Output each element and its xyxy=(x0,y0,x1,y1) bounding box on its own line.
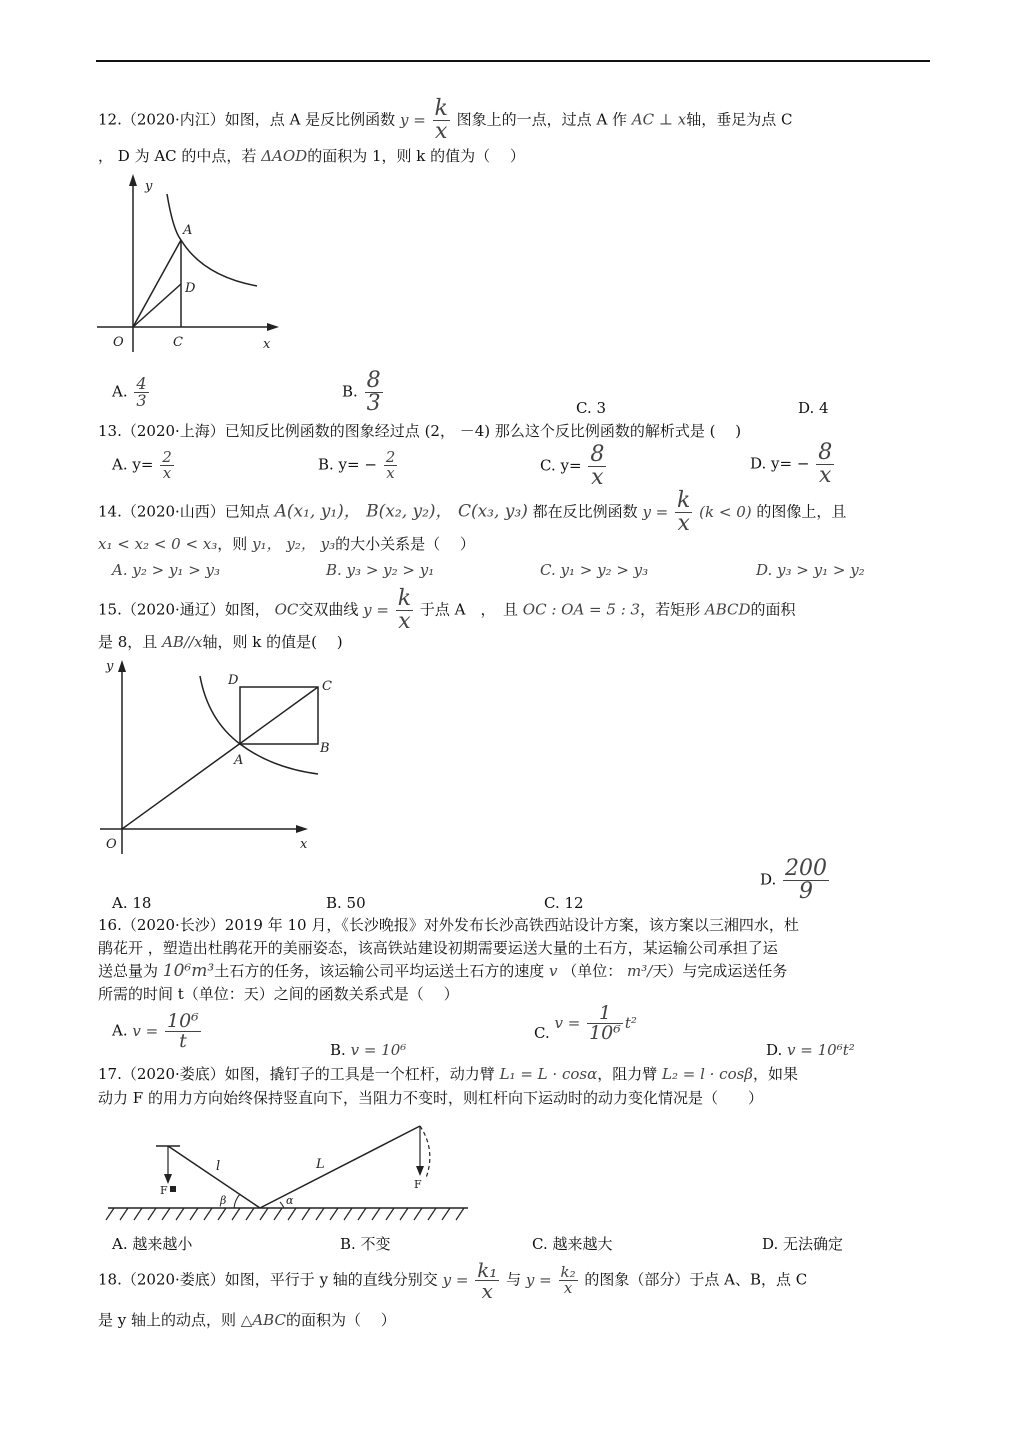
fraction-denominator: x xyxy=(481,1279,493,1303)
q15-text: ，若矩形 xyxy=(640,600,701,619)
formula-v: v xyxy=(548,962,558,980)
q16-line3 xyxy=(98,961,787,981)
q17-option-a: A. 越来越小 xyxy=(112,1235,193,1253)
force-label-f1: F xyxy=(160,1184,168,1197)
q15-figure xyxy=(96,656,332,856)
q18-text: 的面积为（ ） xyxy=(285,1311,396,1329)
point-label-d: D xyxy=(228,673,239,688)
point-label-b: B xyxy=(320,741,330,756)
q18-text: 与 xyxy=(506,1270,522,1289)
option-label: A. xyxy=(112,382,128,401)
formula-y-k-over-x xyxy=(642,488,756,536)
q12-text: 12.（2020·内江）如图，点 A 是反比例函数 xyxy=(98,110,396,129)
q16-text: 送总量为 xyxy=(98,962,159,980)
arm-label-big-l: L xyxy=(316,1157,325,1172)
q13-option-a xyxy=(112,450,176,486)
q14-option-c: C. y₁ > y₂ > y₃ xyxy=(540,561,649,579)
formula-triangle-abc: △ABC xyxy=(240,1311,286,1329)
axis-label-y: y xyxy=(145,179,153,194)
q18-text: 的图象（部分）于点 A、B，点 C xyxy=(584,1270,808,1289)
q12-line1 xyxy=(98,98,793,144)
q18-line1 xyxy=(98,1260,807,1308)
fraction-denominator: x xyxy=(677,511,690,536)
fraction-numerator: 4 xyxy=(136,374,147,393)
q16-line4: 所需的时间 t（单位：天）之间的函数关系式是（ ） xyxy=(98,985,459,1003)
q15-text: 是 8，且 xyxy=(98,633,158,651)
q15-line1 xyxy=(98,588,796,632)
q17-text: ，阻力臂 xyxy=(597,1065,658,1083)
fraction-denominator: 10⁶ xyxy=(589,1022,621,1044)
fraction-lhs: y = xyxy=(363,600,389,619)
q15-option-b: B. 50 xyxy=(326,894,366,912)
q13-option-d xyxy=(750,442,836,486)
formula-ratio: OC : OA = 5 : 3 xyxy=(522,600,641,619)
q16-option-b xyxy=(330,1040,406,1060)
fraction-lhs: v = xyxy=(132,1021,159,1040)
fraction-denominator: x xyxy=(162,464,172,482)
q18-line2 xyxy=(98,1310,396,1330)
formula-y-k-over-x xyxy=(363,586,420,634)
q12-option-a xyxy=(112,376,151,416)
formula-l2: L₂ = l · cosβ xyxy=(662,1065,753,1083)
q17-lever-figure xyxy=(104,1120,472,1224)
fraction-numerator: 1 xyxy=(587,1004,623,1024)
q12-text: 轴，垂足为点 C xyxy=(686,110,793,129)
q16-line2: 鹃花开 ，塑造出杜鹃花开的美丽姿态，该高铁站建设初期需要运送大量的土石方，某运输公司承担了运 xyxy=(98,939,778,957)
point-label-c: C xyxy=(173,335,183,350)
q17-option-b: B. 不变 xyxy=(340,1235,391,1253)
formula-y-k-over-x xyxy=(399,96,457,144)
q16-line1: 16.（2020·长沙）2019 年 10 月，《长沙晚报》对外发布长沙高铁西站设计方案，该方案以三湘四水，杜 xyxy=(98,916,799,934)
fraction-denominator: x xyxy=(398,609,411,634)
formula-abcd: ABCD xyxy=(704,600,751,619)
q18-text: 是 y 轴上的动点，则 xyxy=(98,1311,237,1329)
fraction-numerator: k xyxy=(434,96,448,121)
q17-text: ，如果 xyxy=(752,1065,798,1083)
fraction-denominator: x xyxy=(591,465,604,490)
option-label: A. xyxy=(112,1021,128,1040)
q13-option-c xyxy=(540,442,608,490)
q12-line2 xyxy=(98,146,525,166)
q14-line2 xyxy=(98,534,475,554)
fraction-numerator: 8 xyxy=(366,368,381,393)
formula-y-list: y₁， y₂， y₃ xyxy=(252,535,336,553)
fraction-lhs: v = xyxy=(554,1013,581,1032)
option-label: B. y= − xyxy=(318,455,377,474)
fraction-lhs: y = xyxy=(525,1270,552,1289)
angle-label-alpha: α xyxy=(286,1194,294,1207)
q18-text: 18.（2020·娄底）如图，平行于 y 轴的直线分别交 xyxy=(98,1270,438,1289)
fraction-denominator: x xyxy=(386,464,395,482)
q16-option-a xyxy=(112,1012,203,1062)
formula-t-squared: t² xyxy=(624,1013,637,1032)
option-label: C. y= xyxy=(540,456,582,475)
arm-label-l: l xyxy=(216,1159,221,1174)
q17-option-c: C. 越来越大 xyxy=(532,1235,613,1253)
point-label-c: C xyxy=(322,679,332,694)
fraction-numerator: 8 xyxy=(590,442,605,467)
q17-option-d: D. 无法确定 xyxy=(762,1235,844,1253)
fraction-lhs: y = xyxy=(442,1270,469,1289)
option-label: A. y= xyxy=(112,455,154,474)
q14-text: 14.（2020·山西）已知点 xyxy=(98,502,270,521)
q16-option-c xyxy=(534,1004,637,1060)
q12-figure xyxy=(95,172,285,357)
fraction-numerator: k xyxy=(677,488,691,513)
header-rule xyxy=(96,60,930,62)
q12-option-b xyxy=(342,370,385,416)
option-label: B. xyxy=(342,382,358,401)
q15-text: 的面积 xyxy=(750,600,796,619)
formula-oc: OC xyxy=(274,600,299,619)
q17-line1 xyxy=(98,1064,798,1084)
point-label-d: D xyxy=(185,281,196,296)
axis-label-y: y xyxy=(106,659,114,674)
option-label: C. xyxy=(534,1024,550,1042)
q12-text: ， D 为 AC 的中点，若 xyxy=(98,147,257,165)
q17-line2: 动力 F 的用力方向始终保持竖直向下，当阻力不变时，则杠杆向下运动时的动力变化情况是（ ） xyxy=(98,1089,763,1107)
fraction-denominator: x xyxy=(435,119,448,144)
formula-points-abc: A(x₁, y₁)， B(x₂, y₂)， C(x₃, y₃) xyxy=(274,501,528,522)
fraction-denominator: 3 xyxy=(366,391,381,416)
q15-option-a: A. 18 xyxy=(112,894,152,912)
fraction-numerator: k xyxy=(397,586,412,611)
fraction-numerator: 200 xyxy=(785,856,828,881)
fraction-lhs: y = xyxy=(399,110,426,129)
q14-text: ，则 xyxy=(217,535,248,553)
point-label-o: O xyxy=(113,335,124,350)
formula-volume: 10⁶m³ xyxy=(162,961,215,981)
point-label-o: O xyxy=(106,837,117,852)
formula-d: v = 10⁶t² xyxy=(787,1041,855,1059)
q14-text: 都在反比例函数 xyxy=(532,502,638,521)
formula-condition: (k < 0) xyxy=(699,502,752,521)
q13-stem: 13.（2020·上海）已知反比例函数的图象经过点 (2， －4) 那么这个反比例函数的解析式是 ( ) xyxy=(98,422,742,440)
formula-l1: L₁ = L · cosα xyxy=(499,1065,598,1083)
fraction-numerator: 2 xyxy=(162,448,172,466)
fraction-numerator: 10⁶ xyxy=(166,1010,199,1032)
fraction-numerator: 2 xyxy=(385,448,396,466)
option-label: D. y= − xyxy=(750,454,810,473)
q14-option-b: B. y₃ > y₂ > y₁ xyxy=(326,561,435,579)
force-label-f2: F xyxy=(414,1178,422,1191)
fraction-denominator: 9 xyxy=(799,879,814,904)
point-label-a: A xyxy=(234,753,244,768)
fraction-denominator: x xyxy=(818,463,832,488)
fraction-denominator: t xyxy=(179,1030,187,1052)
q12-text: 图象上的一点，过点 A 作 xyxy=(456,110,628,129)
q16-text: （单位： xyxy=(562,962,623,980)
q15-option-c: C. 12 xyxy=(544,894,584,912)
formula-ac-perp: AC ⊥ x xyxy=(631,110,687,129)
q14-text: 的大小关系是（ ） xyxy=(335,535,475,553)
q14-option-a: A. y₂ > y₁ > y₃ xyxy=(112,561,221,579)
formula-ab-parallel: AB//x xyxy=(162,633,203,651)
option-label: D. xyxy=(766,1041,783,1059)
q15-text: 轴，则 k 的值是( ) xyxy=(202,633,343,651)
q12-option-c: C. 3 xyxy=(576,399,607,417)
q15-option-d xyxy=(760,858,831,914)
fraction-numerator: k₂ xyxy=(560,1263,576,1281)
q15-text: 交双曲线 xyxy=(298,600,359,619)
formula-triangle-aod: ΔAOD xyxy=(261,147,308,165)
q15-text: 15.（2020·通辽）如图， xyxy=(98,600,270,619)
formula-y-k1-over-x xyxy=(442,1258,507,1303)
formula-unit: m³/ xyxy=(627,962,653,980)
fraction-numerator: 8 xyxy=(818,440,833,465)
formula-b: v = 10⁶ xyxy=(350,1041,407,1059)
axis-label-x: x xyxy=(300,837,308,852)
fraction-denominator: 3 xyxy=(136,391,147,410)
q16-option-d xyxy=(766,1040,855,1060)
q12-option-d: D. 4 xyxy=(798,399,829,417)
option-label: D. xyxy=(760,870,777,889)
q13-option-b xyxy=(318,450,399,486)
q16-text: 土石方的任务，该运输公司平均运送土石方的速度 xyxy=(214,962,545,980)
formula-x-order: x₁ < x₂ < 0 < x₃ xyxy=(98,535,218,553)
q14-line1 xyxy=(98,490,846,534)
formula-y-k2-over-x xyxy=(525,1263,584,1297)
q12-text: 的面积为 1，则 k 的值为（ ） xyxy=(307,147,525,165)
fraction-numerator: k₁ xyxy=(477,1258,498,1282)
q15-text: 于点 A ， 且 xyxy=(419,600,518,619)
angle-label-beta: β xyxy=(220,1194,227,1207)
q17-text: 17.（2020·娄底）如图，撬钉子的工具是一个杠杆，动力臂 xyxy=(98,1065,495,1083)
fraction-lhs: y = xyxy=(642,502,669,521)
fraction-denominator: x xyxy=(563,1279,573,1297)
q14-option-d: D. y₃ > y₁ > y₂ xyxy=(756,561,865,579)
q16-text: 天）与完成运送任务 xyxy=(652,962,788,980)
q14-text: 的图像上，且 xyxy=(756,502,847,521)
option-label: B. xyxy=(330,1041,346,1059)
axis-label-x: x xyxy=(263,337,271,352)
q15-line2 xyxy=(98,632,343,652)
point-label-a: A xyxy=(183,223,193,238)
